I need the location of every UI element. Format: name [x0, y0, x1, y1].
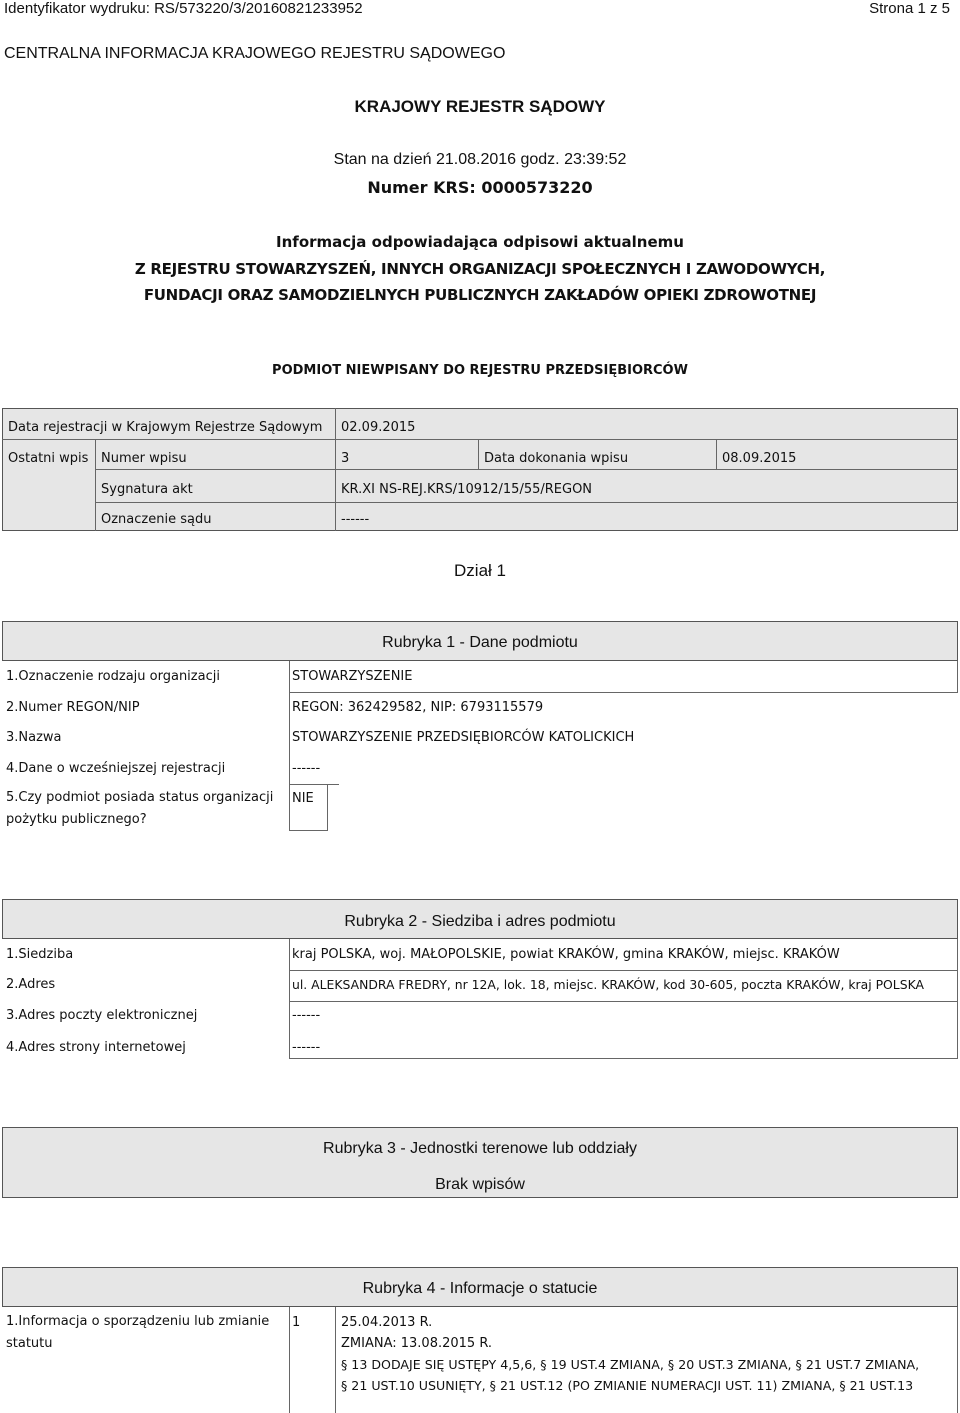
info-line-1: Informacja odpowiadająca odpisowi aktualnemu [276, 233, 684, 251]
r1-label-2: 2.Numer REGON/NIP [6, 700, 140, 715]
krs-number: Numer KRS: 0000573220 [367, 178, 593, 197]
registration-date-label: Data rejestracji w Krajowym Rejestrze Sądowym [8, 420, 323, 435]
r1-label-4: 4.Dane o wcześniejszej rejestracji [6, 761, 226, 776]
r4-line-1: 25.04.2013 R. [341, 1315, 433, 1330]
r2-value-3: ------ [292, 1008, 321, 1023]
r1-label-1: 1.Oznaczenie rodzaju organizacji [6, 669, 220, 684]
r2-value-2: ul. ALEKSANDRA FREDRY, nr 12A, lok. 18, miejsc. KRAKÓW, kod 30-605, poczta KRAKÓW, kraj POLSKA [292, 977, 924, 992]
subject-status: PODMIOT NIEWPISANY DO REJESTRU PRZEDSIĘBIORCÓW [272, 363, 688, 378]
entry-date-value: 08.09.2015 [722, 451, 797, 466]
r4-line-4: § 21 UST.10 USUNIĘTY, § 21 UST.12 (PO ZMIANIE NUMERACJI UST. 11) ZMIANA, § 21 UST.13 [341, 1378, 914, 1393]
r1-label-3: 3.Nazwa [6, 730, 62, 745]
info-line-3: FUNDACJI ORAZ SAMODZIELNYCH PUBLICZNYCH ZAKŁADÓW OPIEKI ZDROWOTNEJ [143, 286, 817, 304]
r2-label-2: 2.Adres [6, 977, 56, 992]
print-identifier: Identyfikator wydruku: RS/573220/3/20160821233952 [4, 0, 363, 17]
institution-name: CENTRALNA INFORMACJA KRAJOWEGO REJESTRU SĄDOWEGO [4, 45, 506, 62]
r1-value-1: STOWARZYSZENIE [292, 669, 413, 684]
r1-value-5: NIE [292, 791, 314, 806]
rubryka-4-title: Rubryka 4 - Informacje o statucie [362, 1280, 598, 1297]
r4-line-3: § 13 DODAJE SIĘ USTĘPY 4,5,6, § 19 UST.4 ZMIANA, § 20 UST.3 ZMIANA, § 21 UST.7 ZMIANA, [341, 1357, 920, 1372]
r1-label-5: 5.Czy podmiot posiada status organizacji pożytku publicznego? [6, 790, 274, 827]
r4-label-1: 1.Informacja o sporządzeniu lub zmianie statutu [6, 1314, 270, 1351]
r2-label-1: 1.Siedziba [6, 947, 74, 962]
court-value: ------ [341, 512, 370, 527]
r1-value-4: ------ [292, 761, 321, 776]
r2-label-3: 3.Adres poczty elektronicznej [6, 1008, 198, 1023]
rubryka-1-title: Rubryka 1 - Dane podmiotu [382, 634, 578, 651]
r2-value-4: ------ [292, 1040, 321, 1055]
r1-value-2: REGON: 362429582, NIP: 6793115579 [292, 700, 544, 715]
r4-index-1: 1 [292, 1315, 301, 1330]
page-indicator: Strona 1 z 5 [869, 0, 950, 17]
rubryka-3-title: Rubryka 3 - Jednostki terenowe lub oddziały [323, 1140, 637, 1157]
r2-value-1: kraj POLSKA, woj. MAŁOPOLSKIE, powiat KRAKÓW, gmina KRAKÓW, miejsc. KRAKÓW [292, 947, 840, 962]
court-label: Oznaczenie sądu [101, 512, 212, 527]
registration-date-value: 02.09.2015 [341, 420, 416, 435]
registry-title: KRAJOWY REJESTR SĄDOWY [354, 97, 606, 116]
entry-number-label: Numer wpisu [101, 451, 187, 466]
rubryka-3-empty: Brak wpisów [435, 1176, 525, 1193]
last-entry-label: Ostatni wpis [8, 451, 89, 466]
info-line-2: Z REJESTRU STOWARZYSZEŃ, INNYCH ORGANIZACJI SPOŁECZNYCH I ZAWODOWYCH, [134, 260, 826, 278]
entry-number-value: 3 [341, 451, 350, 466]
entry-date-label: Data dokonania wpisu [484, 451, 629, 466]
state-date: Stan na dzień 21.08.2016 godz. 23:39:52 [333, 151, 627, 168]
signature-value: KR.XI NS-REJ.KRS/10912/15/55/REGON [341, 482, 593, 497]
signature-label: Sygnatura akt [101, 482, 193, 497]
section-title: Dział 1 [454, 561, 506, 580]
r4-line-2: ZMIANA: 13.08.2015 R. [341, 1336, 493, 1351]
r1-value-3: STOWARZYSZENIE PRZEDSIĘBIORCÓW KATOLICKICH [292, 730, 635, 745]
r2-label-4: 4.Adres strony internetowej [6, 1040, 186, 1055]
rubryka-2-title: Rubryka 2 - Siedziba i adres podmiotu [344, 913, 616, 930]
